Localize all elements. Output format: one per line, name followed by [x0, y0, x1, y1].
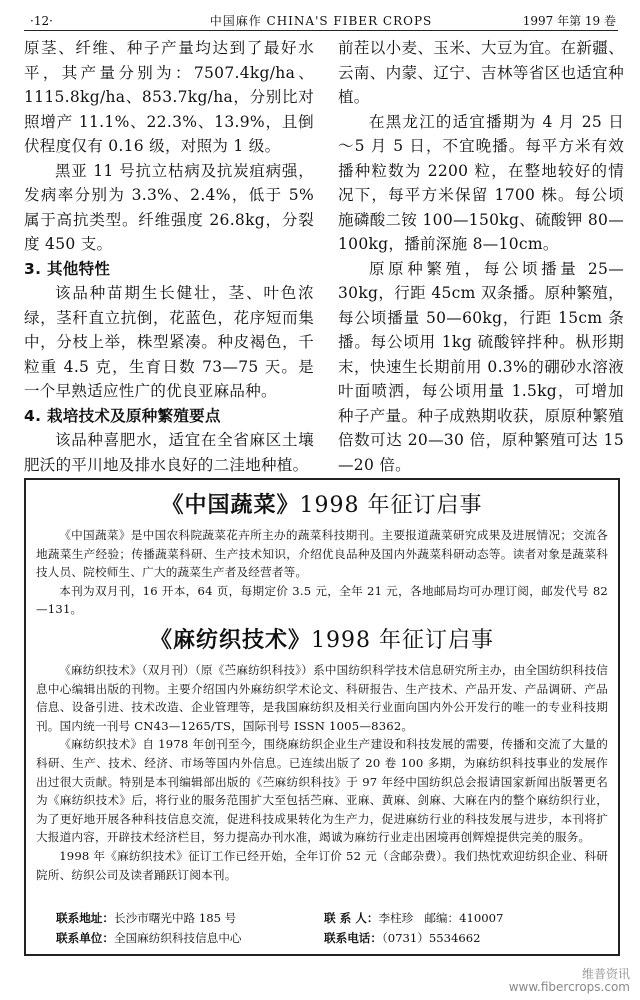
article-right-column: [338, 36, 624, 477]
notice-textile-history: 《麻纺织技术》自 1978 年创刊至今，围绕麻纺织企业生产建设和科技发展的需要，传播和交流了大量的科研、生产、技术、经济、市场等国内外信息。已连续出版了 20 卷 100 多期，为麻纺织科技事业的发展作出过很大贡献。特别是本刊编辑部出版的《苎麻纺织科技》于 97 年经中国纺织总会报请国家新闻出版署更名为《麻纺织技术》后，将行业的服务范围扩大至包括苎麻、亚麻、黄麻、剑麻、大麻在内的整个麻纺织行业，为了更好地开展各种科技信息交流，促进科技成果转化为生产力，促进麻纺行业的科技发展与进步，本刊将扩大报道内容，开辟技术经济栏目，努力提高办刊水准，竭诚为麻纺行业走出困境再创辉煌提供完美的服务。: [36, 737, 608, 845]
person-value: 李柱珍: [378, 911, 414, 925]
notice-title-vegetables: [36, 488, 608, 524]
notice-title-vegetables-rest: 1998 年征订启事: [299, 493, 483, 518]
paragraph-traits: 该品种苗期生长健壮，茎、叶色浓绿，茎秆直立抗倒，花蓝色，花序短而集中，分枝上举，株型紧凑。种皮褐色，千粒重 4.5 克，生育日数 73—75 天。是一个早熟适应性广的优良亚麻品种。: [24, 284, 314, 400]
paragraph-rotation: 前茬以小麦、玉米、大豆为宜。在新疆、云南、内蒙、辽宁、吉林等省区也适宜种植。: [338, 39, 624, 106]
contact-unit: [56, 928, 242, 948]
address-label: 联系地址：: [56, 911, 114, 925]
unit-value: 全国麻纺织科技信息中心: [113, 931, 242, 945]
address-value: 长沙市曙光中路 185 号: [113, 911, 237, 925]
site-watermark: [509, 968, 630, 994]
journal-title: 中国麻作 CHINA'S FIBER CROPS: [209, 14, 433, 28]
contact-row-unit: [56, 928, 608, 948]
contact-address: [56, 908, 236, 928]
page-number: ·12·: [30, 14, 53, 28]
contact-info: [56, 908, 608, 948]
paragraph-sowing: 在黑龙江的适宜播期为 4 月 25 日～5 月 5 日，不宜晚播。每平方米有效播种粒数为 2200 粒，在整地较好的情况下，每平方米保留 1700 株。每公顷施磷酸二铵 100—150kg、硫酸钾 80—100kg，播前深施 8—10cm。: [338, 112, 624, 253]
notice-title-textile: [36, 623, 608, 659]
contact-row-address: [56, 908, 608, 928]
notice-textile-intro: 《麻纺织技术》（双月刊）（原《苎麻纺织科技》）系中国纺织科学技术信息研究所主办，由全国纺织科技信息中心编辑出版的刊物。主要介绍国内外麻纺织学术论文、科研报告、生产技术、产品开发、产品调研、产品信息、设备引进、技术改造、企业管理等，是我国麻纺织及相关行业面向国内外公开发行的唯一的专业科技期刊。国内统一刊号 CN43—1265/TS，国际刊号 ISSN 1005—8362。: [36, 662, 608, 733]
paragraph-yield: 原茎、纤维、种子产量均达到了最好水平，其产量分别为：7507.4kg/ha、1115.8kg/ha、853.7kg/ha，分别比对照增产 11.1%、22.3%、13.9%，且倒伏程度仅有 0.16 级，对照为 1 级。: [24, 39, 314, 155]
paragraph-disease-resistance: 黑亚 11 号抗立枯病及抗炭疽病强，发病率分别为 3.3%、2.4%，低于 5%属于高抗类型。纤维强度 26.8kg，分裂度 450 支。: [24, 161, 314, 253]
notice-title-vegetables-journal: 《中国蔬菜》: [161, 493, 300, 518]
paragraph-seed-propagation: 原原种繁殖，每公顷播量 25—30kg，行距 45cm 双条播。原种繁殖，每公顷播量 50—60kg，行距 15cm 条播。每公顷用 1kg 硫酸锌拌种。枞形期末，快速生长期前用 0.3%的硼砂水溶液叶面喷洒，每公顷用量 1.5kg，可增加种子产量。种子成熟期收获，原原种繁殖倍数可达 20—30 倍，原种繁殖可达 15—20 倍。: [338, 259, 624, 474]
phone-label: 联系电话：: [324, 931, 382, 945]
article-left-column: [24, 36, 314, 477]
unit-label: 联系单位：: [56, 931, 114, 945]
contact-phone: [324, 928, 481, 948]
notice-vegetables-pricing: 本刊为双月刊，16 开本，64 页，每期定价 3.5 元，全年 21 元，各地邮局均可办理订阅，邮发代号 82—131。: [36, 583, 608, 617]
notice-title-textile-rest: 1998 年征订启事: [311, 627, 494, 653]
paragraph-cultivation: 该品种喜肥水，适宜在全省麻区土壤肥沃的平川地及排水良好的二洼地种植。: [24, 431, 314, 474]
subscription-notices-box: [24, 478, 620, 956]
contact-person: [324, 908, 503, 928]
notice-title-textile-journal: 《麻纺织技术》: [150, 627, 312, 653]
postcode-value: 邮编：410007: [424, 911, 504, 925]
watermark-line-2: www.fibercrops.com: [508, 980, 630, 994]
phone-value: （0731）5534662: [381, 931, 481, 945]
section-heading-cultivation: 4. 栽培技术及原种繁殖要点: [24, 406, 221, 425]
person-label: 联 系 人：: [324, 911, 379, 925]
running-header: [24, 10, 618, 31]
notice-vegetables-intro: 《中国蔬菜》是中国农科院蔬菜花卉所主办的蔬菜科技期刊。主要报道蔬菜研究成果及进展情况；交流各地蔬菜生产经验；传播蔬菜科研、生产技术知识，介绍优良品种及国内外蔬菜科研动态等。读者对象是蔬菜科技人员、院校师生、广大的蔬菜生产者及经营者等。: [36, 528, 608, 580]
section-heading-other-traits: 3. 其他特性: [24, 259, 111, 278]
year-volume: 1997 年第 19 卷: [522, 14, 616, 28]
watermark-line-1: 维普资讯: [581, 967, 630, 981]
notice-textile-subscribe: 1998 年《麻纺织技术》征订工作已经开始，全年订价 52 元（含邮杂费）。我们热忱欢迎纺织企业、科研院所、纺织公司及读者踊跃订阅本刊。: [36, 848, 608, 882]
